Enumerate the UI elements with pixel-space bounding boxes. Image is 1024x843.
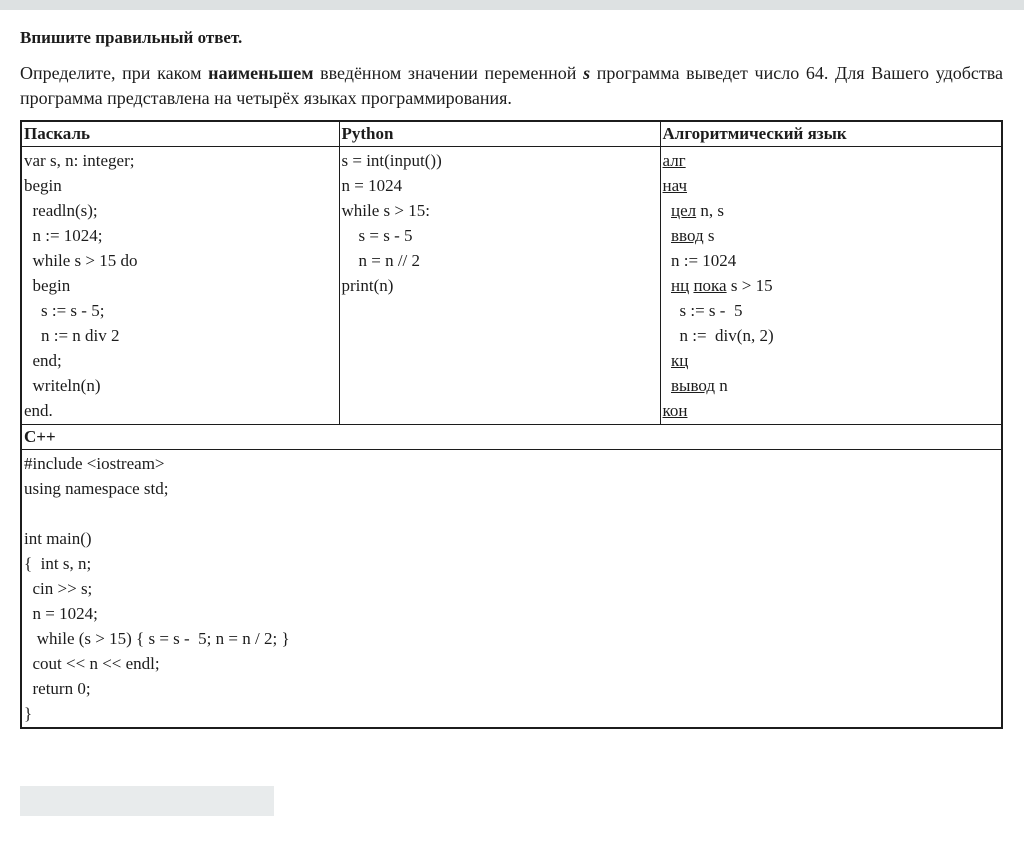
top-bar xyxy=(0,0,1024,10)
column-header-pascal: Паскаль xyxy=(21,121,339,147)
page-title: Впишите правильный ответ. xyxy=(20,28,243,47)
code-line: return 0; xyxy=(24,679,91,698)
code-line: нц пока s > 15 xyxy=(671,276,773,295)
code-line: writeln(n) xyxy=(24,376,101,395)
code-line: n := div(n, 2) xyxy=(662,326,774,345)
code-line: #include <iostream> xyxy=(24,454,165,473)
code-line: ввод s xyxy=(671,226,715,245)
code-line: begin xyxy=(24,176,62,195)
code-line: } xyxy=(24,704,33,723)
code-line: using namespace std; xyxy=(24,479,169,498)
code-line: n := n div 2 xyxy=(24,326,120,345)
code-line: n = n // 2 xyxy=(341,251,421,270)
column-header-algo: Алгоритмический язык xyxy=(660,121,1002,147)
code-line: { int s, n; xyxy=(24,554,92,573)
column-header-python: Python xyxy=(339,121,660,147)
code-line: print(n) xyxy=(341,276,394,295)
code-line: end. xyxy=(24,401,53,420)
code-line: s = s - 5 xyxy=(341,226,413,245)
code-line: цел n, s xyxy=(671,201,725,220)
code-line xyxy=(24,501,999,526)
code-line: s := s - 5 xyxy=(662,301,743,320)
code-line: s = int(input()) xyxy=(341,151,442,170)
cpp-header-row xyxy=(21,425,1002,450)
task-text: Определите, при каком наименьшем введённом значении переменной s программа выведет число 64. Для Вашего удобства программа представлена на четырёх языках программирования. xyxy=(20,63,1004,108)
code-table xyxy=(20,120,1003,729)
code-line: while s > 15: xyxy=(341,201,430,220)
code-line: while (s > 15) { s = s - 5; n = n / 2; } xyxy=(24,629,290,648)
code-line: begin xyxy=(24,276,71,295)
algo-code-block xyxy=(660,147,1002,425)
code-line: cout << n << endl; xyxy=(24,654,160,673)
code-line: n := 1024; xyxy=(24,226,103,245)
cpp-code-row xyxy=(21,450,1002,729)
pascal-code-block xyxy=(21,147,339,425)
code-line: кц xyxy=(671,351,689,370)
code-line: var s, n: integer; xyxy=(24,151,135,170)
answer-input[interactable] xyxy=(20,786,274,816)
code-line: while s > 15 do xyxy=(24,251,138,270)
task-page xyxy=(20,10,1003,729)
code-line: кон xyxy=(662,401,688,420)
code-line: cin >> s; xyxy=(24,579,93,598)
code-line: алг xyxy=(662,151,686,170)
code-line: n = 1024; xyxy=(24,604,98,623)
code-row xyxy=(21,147,1002,425)
code-line: end; xyxy=(24,351,62,370)
code-line: readln(s); xyxy=(24,201,98,220)
column-header-cpp: C++ xyxy=(21,425,1002,450)
code-line: нач xyxy=(662,176,688,195)
cpp-code-block xyxy=(21,450,1002,729)
code-line: int main() xyxy=(24,529,92,548)
language-header-row xyxy=(21,121,1002,147)
code-line: n = 1024 xyxy=(341,176,403,195)
code-line: s := s - 5; xyxy=(24,301,105,320)
code-line: n := 1024 xyxy=(662,251,737,270)
code-line: вывод n xyxy=(671,376,728,395)
python-code-block xyxy=(339,147,660,425)
